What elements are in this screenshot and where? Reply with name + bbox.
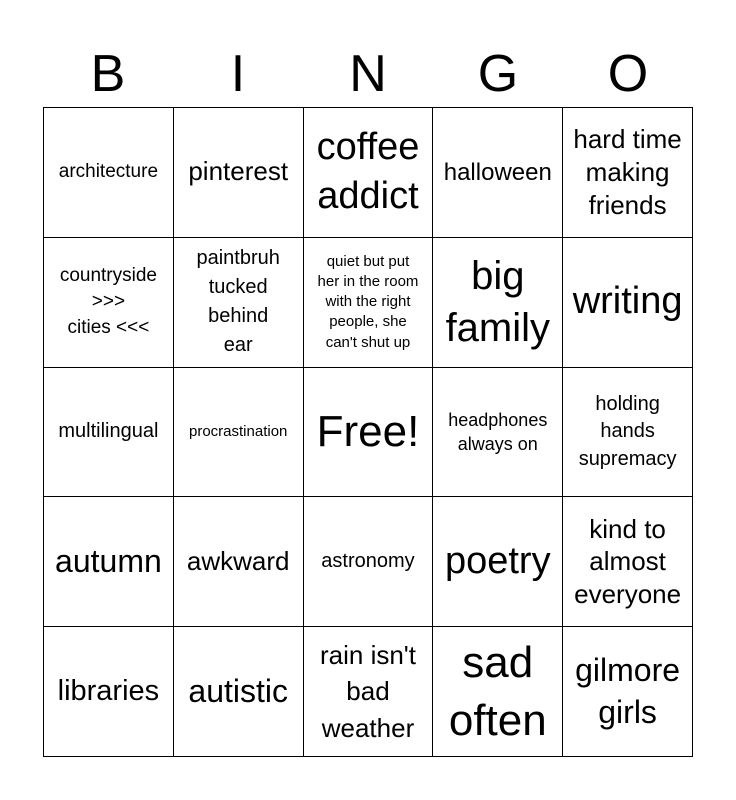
bingo-cell[interactable] (174, 108, 304, 238)
bingo-cell-text: quiet but put her in the room with the right people, she can't shut up (317, 252, 419, 351)
bingo-cell[interactable] (44, 238, 174, 368)
bingo-cell[interactable] (304, 497, 434, 627)
bingo-cell-text: rain isn't bad weather (319, 640, 416, 743)
bingo-cell[interactable] (44, 108, 174, 238)
bingo-cell-text: gilmore girls (575, 652, 681, 730)
bingo-cell-text: hard time making friends (573, 124, 682, 220)
bingo-cell-text: halloween (443, 158, 552, 186)
bingo-cell[interactable] (174, 368, 304, 498)
bingo-cell-text: astronomy (321, 550, 415, 573)
free-space-text: Free! (316, 406, 420, 456)
bingo-cell-text: paintbruh tucked behind ear (196, 247, 280, 357)
bingo-cell[interactable] (433, 497, 563, 627)
header-letter-n: N (349, 45, 387, 103)
bingo-cell-text: autistic (188, 673, 288, 710)
bingo-cell[interactable] (304, 627, 434, 757)
bingo-cell-text: procrastination (189, 423, 288, 441)
bingo-cell[interactable] (304, 238, 434, 368)
bingo-cell-text: multilingual (58, 420, 159, 443)
bingo-cell-text: writing (572, 280, 683, 323)
bingo-header (43, 44, 693, 104)
bingo-cell[interactable] (433, 368, 563, 498)
bingo-cell[interactable] (174, 497, 304, 627)
bingo-cell[interactable] (563, 627, 693, 757)
header-letter-i: I (230, 45, 246, 103)
header-letter-o: O (607, 45, 649, 103)
bingo-cell[interactable] (433, 627, 563, 757)
bingo-cell[interactable] (44, 497, 174, 627)
bingo-cell[interactable] (44, 627, 174, 757)
header-letter-b: B (90, 45, 126, 103)
bingo-cell-text: poetry (444, 539, 551, 582)
bingo-cell[interactable] (433, 238, 563, 368)
bingo-cell-text: autumn (55, 543, 162, 580)
bingo-cell-text: awkward (186, 545, 290, 576)
bingo-cell[interactable] (433, 108, 563, 238)
bingo-cell-text: libraries (57, 674, 160, 707)
bingo-cell[interactable] (563, 497, 693, 627)
bingo-cell-text: holding hands supremacy (578, 392, 677, 470)
bingo-cell[interactable] (174, 238, 304, 368)
bingo-cell[interactable] (563, 108, 693, 238)
bingo-cell-text: architecture (58, 161, 159, 183)
bingo-cell[interactable] (44, 368, 174, 498)
bingo-board (43, 107, 693, 757)
bingo-cell[interactable] (563, 368, 693, 498)
bingo-cell[interactable] (563, 238, 693, 368)
free-space[interactable] (304, 368, 434, 498)
bingo-cell-text: kind to almost everyone (574, 513, 682, 610)
bingo-cell-text: headphones always on (448, 409, 548, 454)
bingo-cell-text: sad often (448, 638, 547, 745)
bingo-cell-text: countryside >>> cities <<< (59, 265, 157, 339)
bingo-cell-text: big family (445, 254, 551, 351)
header-letter-g: G (477, 45, 519, 103)
bingo-cell-text: pinterest (188, 156, 289, 187)
bingo-cell[interactable] (174, 627, 304, 757)
bingo-cell-text: coffee addict (316, 126, 420, 218)
bingo-cell[interactable] (304, 108, 434, 238)
